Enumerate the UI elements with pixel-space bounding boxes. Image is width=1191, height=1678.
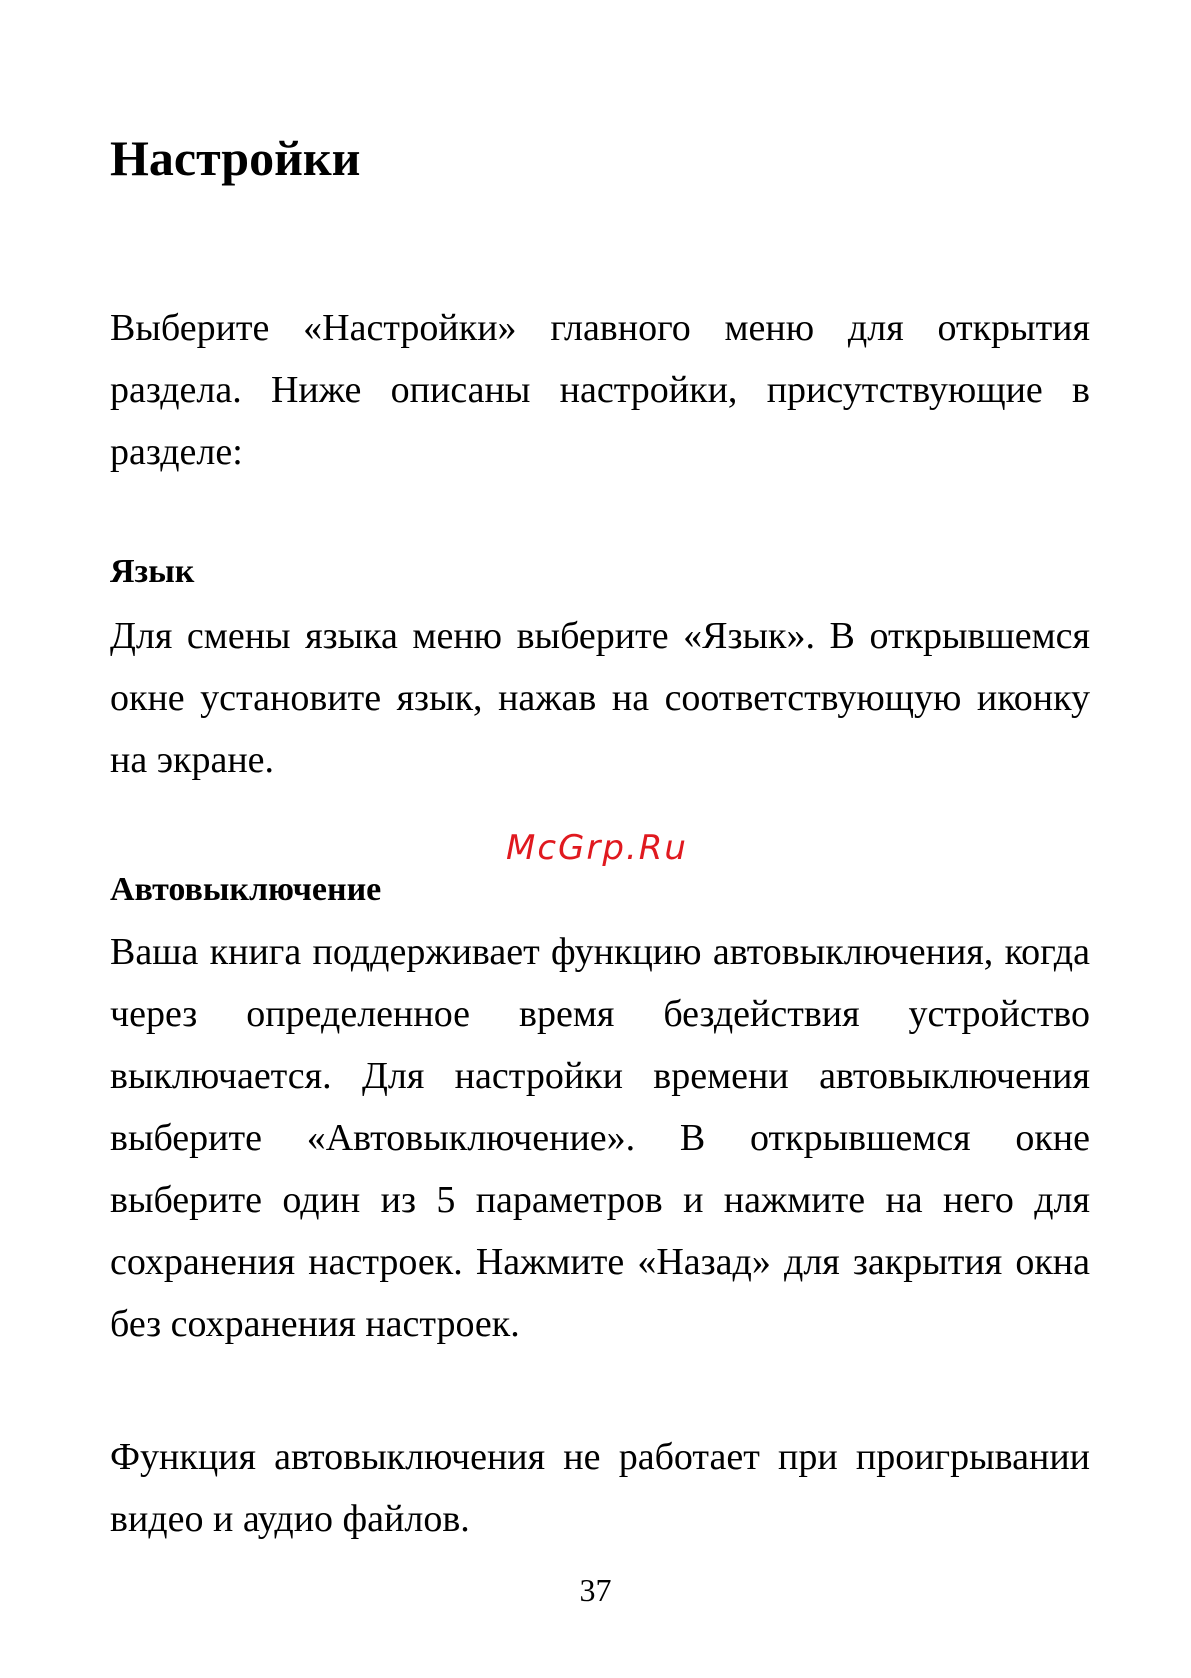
page-number: 37: [579, 1572, 612, 1608]
watermark: McGrp.Ru: [506, 828, 688, 868]
language-paragraph: Для смены языка меню выберите «Язык». В открывшемся окне установите язык, нажав на соответствующую иконку на экране.: [110, 615, 1090, 781]
autooff-paragraph: Ваша книга поддерживает функцию автовыключения, когда через определенное время бездействия устройство выключается. Для настройки времени автовыключения выберите «Автовыключение». В открывшемся окне выберите один из 5 параметров и нажмите на него для сохранения настроек. Нажмите «Назад» для закрытия окна без сохранения настроек.: [110, 931, 1090, 1345]
note-paragraph: Функция автовыключения не работает при проигрывании видео и аудио файлов.: [110, 1436, 1090, 1540]
page-title: Настройки: [110, 130, 361, 186]
section-heading-autooff: Автовыключение: [110, 871, 382, 908]
section-heading-language: Язык: [110, 553, 195, 590]
intro-paragraph: Выберите «Настройки» главного меню для открытия раздела. Ниже описаны настройки, присутствующие в разделе:: [110, 307, 1090, 473]
